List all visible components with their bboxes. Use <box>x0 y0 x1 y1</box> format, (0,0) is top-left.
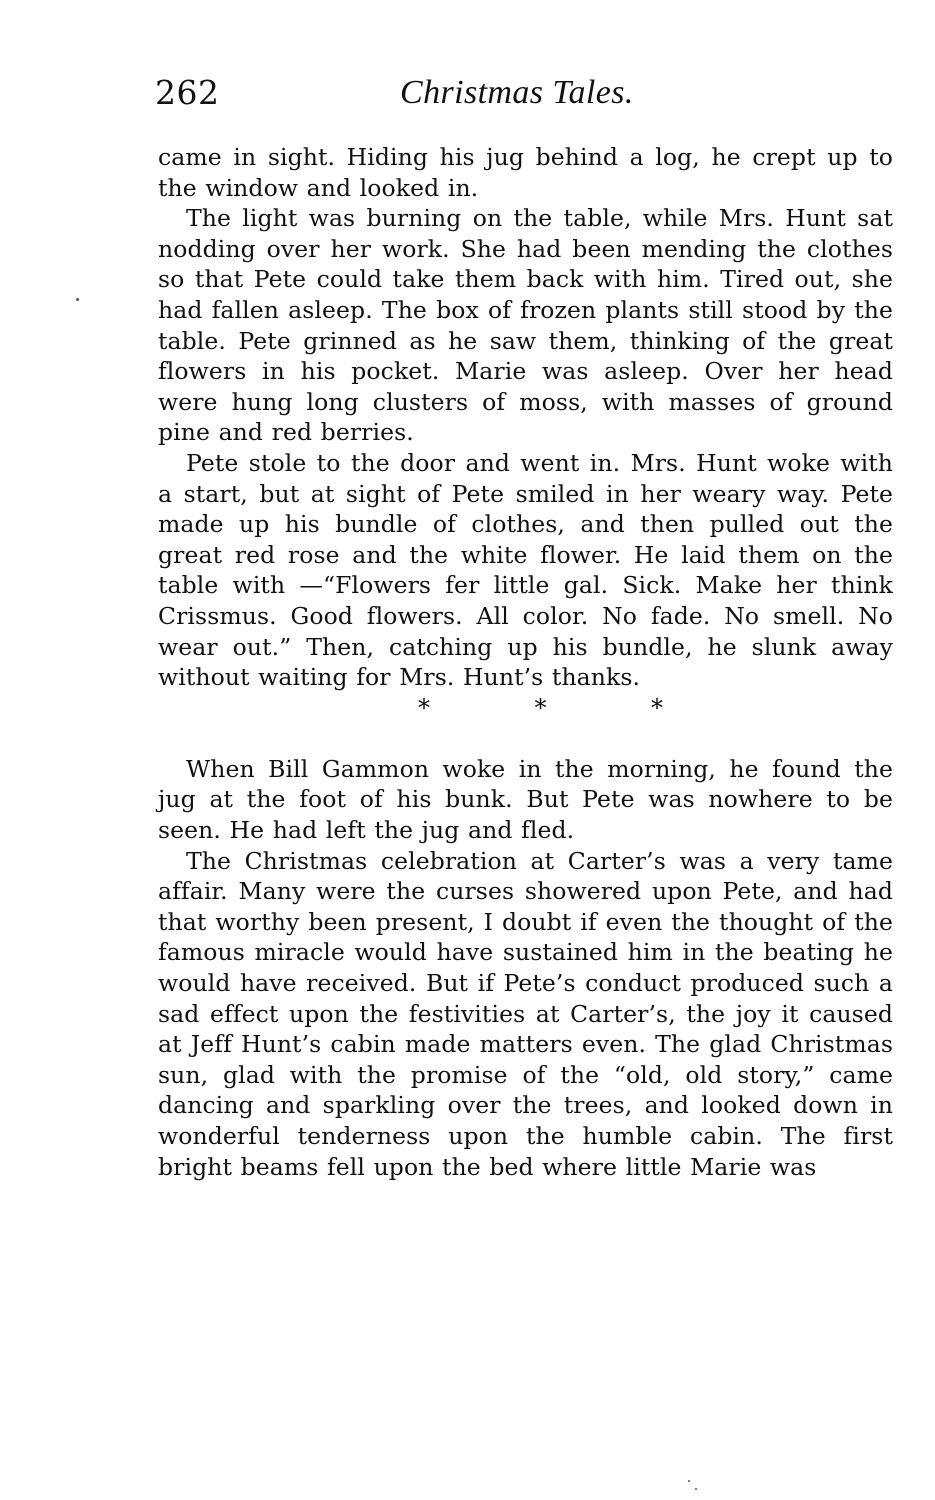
paper-speck <box>76 298 79 301</box>
running-head <box>155 68 895 118</box>
paragraph: Pete stole to the door and went in. Mrs. Hunt woke with a start, but at sight of Pete smiled in her weary way. Pete made up his bundle of clothes, and then pulled out the great red rose and the white flower. He laid them on the table with —“Flowers fer little gal. Sick. Make her think Crissmus. Good flowers. All color. No fade. No smell. No wear out.” Then, catching up his bundle, he slunk away without waiting for Mrs. Hunt’s thanks. <box>158 448 893 692</box>
asterisk-mark: * <box>650 693 663 722</box>
section-break <box>158 693 893 724</box>
paper-speck <box>688 1480 690 1482</box>
running-title: Christmas Tales. <box>400 74 634 111</box>
body-text <box>158 142 893 1182</box>
paragraph-continued: came in sight. Hiding his jug behind a log, he crept up to the window and looked in. <box>158 143 893 202</box>
asterisk-mark: * <box>418 693 431 722</box>
paragraph: The Christmas celebration at Carter’s was a very tame affair. Many were the curses showered upon Pete, and had that worthy been present, I doubt if even the thought of the famous miracle would have sustained him in the beating he would have received. But if Pete’s conduct produced such a sad effect upon the festivities at Carter’s, the joy it caused at Jeff Hunt’s cabin made matters even. The glad Christmas sun, glad with the promise of the “old, old story,” came dancing and sparkling over the trees, and looked down in wonderful tenderness upon the humble cabin. The first bright beams fell upon the bed where little Marie was <box>158 846 893 1181</box>
page-number: 262 <box>155 73 220 112</box>
paper-speck <box>695 1488 697 1490</box>
paragraph: The light was burning on the table, while Mrs. Hunt sat nodding over her work. She had been mending the clothes so that Pete could take them back with him. Tired out, she had fallen asleep. The box of frozen plants still stood by the table. Pete grinned as he saw them, thinking of the great flowers in his pocket. Marie was asleep. Over her head were hung long clusters of moss, with masses of ground pine and red berries. <box>158 204 893 447</box>
paragraph: When Bill Gammon woke in the morning, he found the jug at the foot of his bunk. But Pete was nowhere to be seen. He had left the jug and fled. <box>158 754 893 845</box>
asterisk-mark: * <box>534 693 547 722</box>
